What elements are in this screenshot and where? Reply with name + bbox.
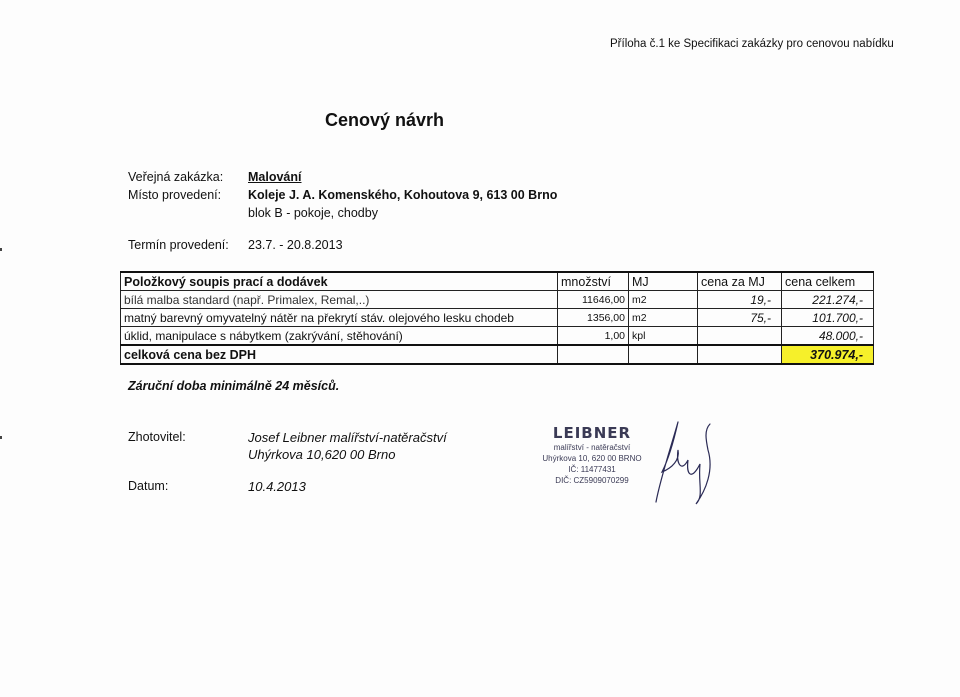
document-title: Cenový návrh [325, 110, 445, 130]
row-unit: m2 [629, 291, 698, 309]
row-unit-price: 19,- [698, 291, 782, 309]
table-row [121, 291, 874, 309]
row-total: 48.000,- [782, 327, 874, 346]
contract-value: Malování [248, 170, 302, 184]
row-quantity: 1,00 [558, 327, 629, 346]
warranty-note: Záruční doba minimálně 24 měsíců. [128, 379, 340, 393]
table-row [121, 327, 874, 346]
scan-edge-mark [0, 248, 2, 251]
price-table [120, 271, 874, 365]
stamp-line: malířství - natěračství [553, 443, 631, 452]
company-stamp [527, 424, 657, 486]
contractor-address: Uhýrkova 10,620 00 Brno [248, 447, 396, 462]
total-row [121, 345, 874, 364]
contractor-name: Josef Leibner malířství-natěračství [248, 430, 447, 445]
header-quantity: množství [558, 272, 629, 291]
row-description: bílá malba standard (např. Primalex, Remal,..) [121, 291, 558, 309]
row-unit: kpl [629, 327, 698, 346]
header-total: cena celkem [782, 272, 874, 291]
row-unit-price: 75,- [698, 309, 782, 327]
place-line2: blok B - pokoje, chodby [248, 206, 378, 220]
row-total: 101.700,- [782, 309, 874, 327]
header-unit-price: cena za MJ [698, 272, 782, 291]
date-value: 10.4.2013 [248, 479, 306, 494]
place-label: Místo provedení: [128, 188, 222, 202]
header-unit: MJ [629, 272, 698, 291]
table-row [121, 309, 874, 327]
total-label: celková cena bez DPH [121, 345, 558, 364]
table-header-row [121, 272, 874, 291]
row-description: matný barevný omyvatelný nátěr na překrytí stáv. olejového lesku chodeb [121, 309, 558, 327]
total-value: 370.974,- [782, 345, 874, 364]
contract-label: Veřejná zakázka: [128, 170, 224, 184]
contractor-label: Zhotovitel: [128, 430, 186, 444]
place-line1: Koleje J. A. Komenského, Kohoutova 9, 613 00 Brno [248, 188, 558, 202]
scan-edge-mark [0, 436, 2, 439]
row-unit-price [698, 327, 782, 346]
stamp-line: DIČ: CZ5909070299 [555, 476, 629, 485]
total-empty-cell [558, 345, 629, 364]
row-quantity: 11646,00 [558, 291, 629, 309]
total-empty-cell [629, 345, 698, 364]
row-quantity: 1356,00 [558, 309, 629, 327]
total-empty-cell [698, 345, 782, 364]
stamp-line: IČ: 11477431 [568, 465, 616, 474]
term-value: 23.7. - 20.8.2013 [248, 238, 343, 252]
row-description: úklid, manipulace s nábytkem (zakrývání, stěhování) [121, 327, 558, 346]
row-unit: m2 [629, 309, 698, 327]
stamp-line: Uhýrkova 10, 620 00 BRNO [542, 454, 642, 463]
term-label: Termín provedení: [128, 238, 229, 252]
attachment-note: Příloha č.1 ke Specifikaci zakázky pro cenovou nabídku [610, 38, 894, 50]
date-label: Datum: [128, 479, 169, 493]
header-description: Položkový soupis prací a dodávek [121, 272, 558, 291]
stamp-brand: LEIBNER [552, 424, 632, 442]
row-total: 221.274,- [782, 291, 874, 309]
handwritten-signature [648, 410, 718, 510]
